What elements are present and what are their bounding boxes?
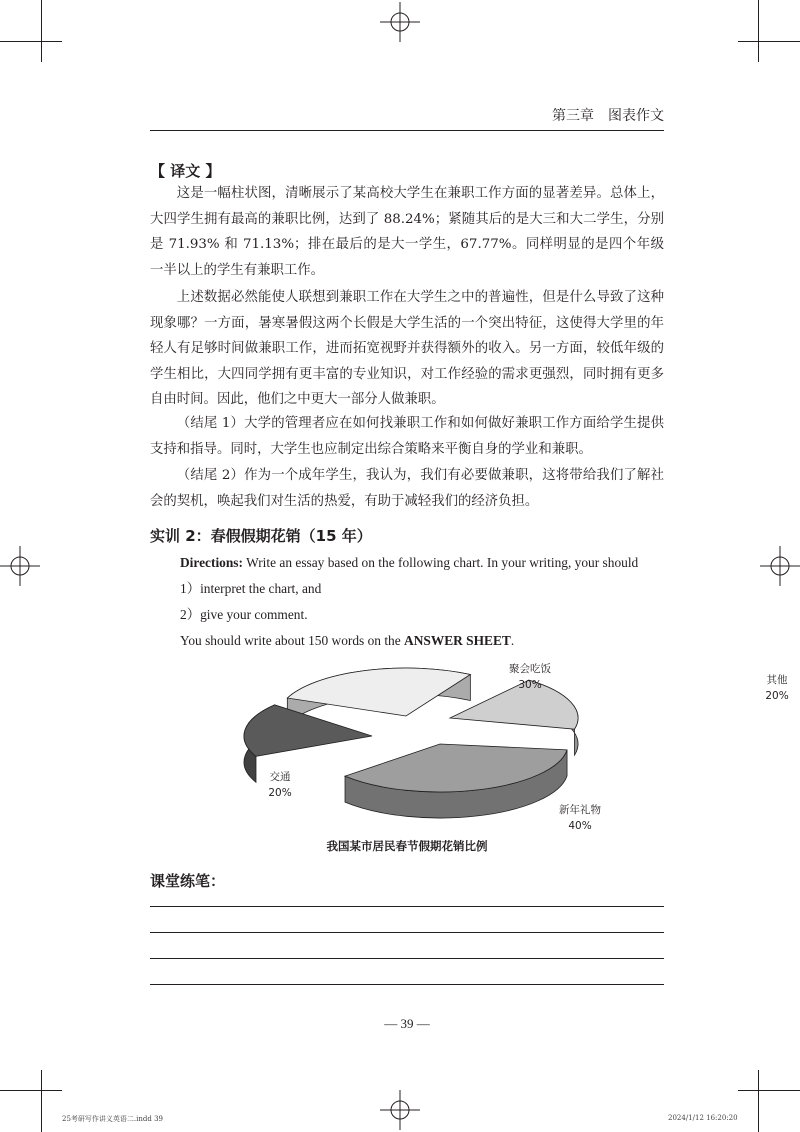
page-number: — 39 —	[384, 1016, 430, 1031]
directions	[180, 553, 670, 573]
translation-paragraph: （结尾 2）作为一个成年学生，我认为，我们有必要做兼职，这将带给我们了解社会的契机，唤起我们对生活的热爱，有助于减轻我们的经济负担。	[150, 468, 664, 509]
exercise-title: 实训 2：春假假期花销（15 年）	[150, 527, 372, 545]
translation-paragraph: 上述数据必然能使人联想到兼职工作在大学生之中的普遍性，但是什么导致了这种现象哪？一方面，暑寒暑假这两个长假是大学生活的一个突出特征，这使得大学里的年轻人有足够时间做兼职工作，进而拓宽视野并获得额外的收入。另一方面，较低年级的学生相比，大四同学拥有更丰富的专业知识，对工作经验的需求更强烈，同时拥有更多自由时间。因此，他们之中更大一部分人做兼职。	[150, 290, 664, 407]
pie-slice-label: 交通	[269, 771, 291, 783]
crop-mark	[41, 0, 42, 62]
translation-title: 【 译文 】	[150, 162, 221, 180]
instruction-text: You should write about 150 words on the	[180, 633, 405, 648]
crop-mark	[0, 41, 62, 42]
writing-line	[150, 984, 664, 985]
directions-label: Directions:	[180, 555, 243, 570]
pie-slice	[244, 705, 372, 756]
pie-slice-label: 聚会吃饭	[509, 663, 551, 675]
crop-mark	[758, 1070, 759, 1132]
translation-paragraph: （结尾 1）大学的管理者应在如何找兼职工作和如何做好兼职工作方面给学生提供支持和指导。同时，大学生也应制定出综合策略来平衡自身的学业和兼职。	[150, 416, 664, 457]
registration-mark-icon	[0, 546, 40, 586]
pie-slice-label: 新年礼物	[559, 804, 601, 816]
instruction-suffix: .	[510, 633, 515, 648]
crop-mark	[758, 0, 759, 62]
word-count-instruction	[180, 631, 670, 651]
pie-slice-label: 其他	[766, 674, 788, 686]
registration-mark-icon	[380, 2, 420, 42]
file-slug: 25考研写作讲义英语二.indd 39	[62, 1115, 163, 1123]
pie-slice-value: 30%	[518, 679, 542, 691]
practice-title: 课堂练笔：	[150, 872, 226, 890]
running-header: 第三章 图表作文	[150, 104, 664, 131]
directions-text: Write an essay based on the following chart. In your writing, your should	[242, 555, 639, 570]
pie-slice-value: 20%	[268, 787, 292, 799]
registration-mark-icon	[760, 546, 800, 586]
chart-caption: 我国某市居民春节假期花销比例	[326, 839, 488, 853]
crop-mark	[738, 41, 800, 42]
pie-slice-value: 40%	[568, 820, 592, 832]
crop-mark	[0, 1090, 62, 1091]
answer-sheet-label: ANSWER SHEET	[404, 633, 511, 648]
crop-mark	[738, 1090, 800, 1091]
writing-line	[150, 932, 664, 933]
directions-item: 2）give your comment.	[180, 607, 308, 622]
translation-paragraph: 这是一幅柱状图，清晰展示了某高校大学生在兼职工作方面的显著差异。总体上，大四学生拥有最高的兼职比例，达到了 88.24%；紧随其后的是大三和大二学生，分别是 71.93% 和 71.13%；排在最后的是大一学生，67.77%。同样明显的是四个年级一半以上的学生有兼职工作。	[150, 186, 664, 278]
writing-line	[150, 906, 664, 907]
date-slug: 2024/1/12 16:20:20	[668, 1114, 738, 1122]
pie-slice	[287, 668, 470, 716]
pie-slice-value: 20%	[765, 690, 789, 702]
pie-chart	[150, 650, 789, 835]
crop-mark	[41, 1070, 42, 1132]
directions-item: 1）interpret the chart, and	[180, 581, 322, 596]
registration-mark-icon	[380, 1090, 420, 1130]
writing-line	[150, 958, 664, 959]
